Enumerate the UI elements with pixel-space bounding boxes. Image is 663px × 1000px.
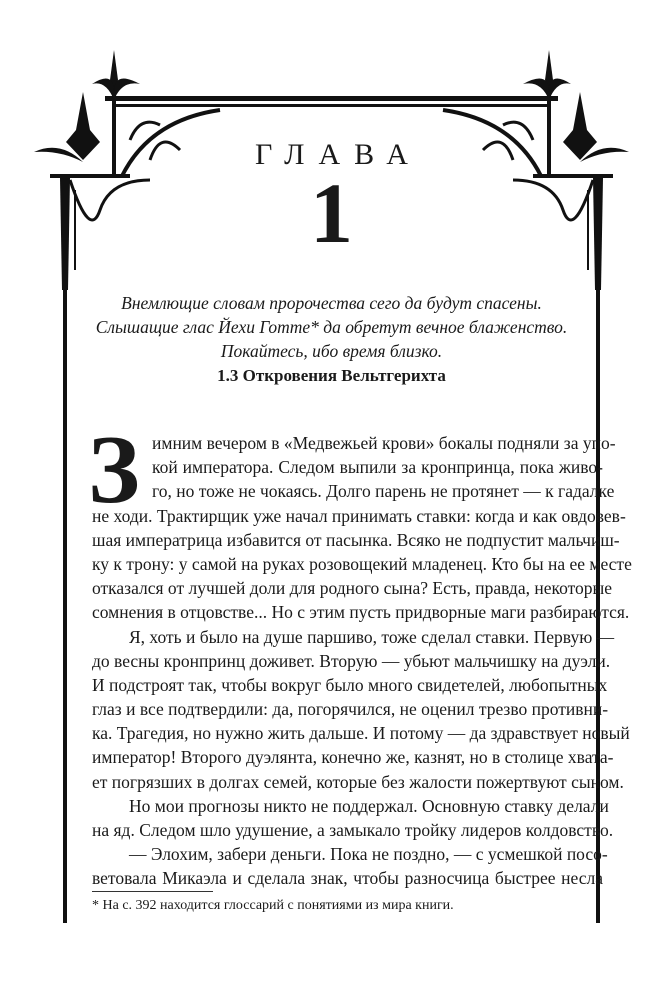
epigraph-line: Внемлющие словам пророчества сего да будут спасены. [121,293,542,313]
paragraph-4 [92,842,608,890]
body-text [88,416,632,891]
text-line: отказался от лучшей доли для родного сына? Есть, правда, некоторые [92,578,613,599]
epigraph-source: 1.3 Откровения Вельтгерихта [217,366,446,385]
text-line: император! Второго дуэлянта, конечно же, казнят, но в столице хвата- [92,747,614,768]
text-line: кой императора. Следом выпили за кронпринца, пока живо- [152,457,603,478]
epigraph [90,291,573,389]
drop-cap: З [88,416,140,524]
text-line: И подстроят так, чтобы вокруг было много свидетелей, любопытных [92,674,608,695]
paragraph-2 [92,625,630,794]
text-line: на яд. Следом шло удушение, а замыкало тройку лидеров колдовство. [92,820,614,840]
text-line: до весны кронпринц доживет. Вторую — убьют мальчишку на дуэли. [92,650,611,671]
text-line: ку к трону: у самой на руках розовощекий младенец. Кто бы на ее месте [92,553,632,574]
text-line: ветовала Микаэла и сделала знак, чтобы разносчица быстрее несла [92,868,603,889]
text-line: не ходи. Трактирщик уже начал принимать ставки: когда и как овдовев- [92,505,626,526]
paragraph-1 [88,416,632,625]
epigraph-line: Слышащие глас Йехи Готте* да обретут вечное блаженство. [95,317,568,337]
footnote-divider [92,891,213,892]
text-line: Но мои прогнозы никто не поддержал. Основную ставку делали [129,795,609,816]
text-line: ка. Трагедия, но нужно жить дальше. И потому — да здравствует новый [92,723,630,744]
chapter-label: ГЛАВА [255,138,422,171]
text-line: го, но тоже не чокаясь. Долго парень не протянет — к гадалке [152,481,615,502]
epigraph-line: Покайтесь, ибо время близко. [220,341,443,361]
text-line: глаз и все подтвердили: да, погорячился, не оценил трезво противни- [92,699,609,720]
text-line: имним вечером в «Медвежьей крови» бокалы подняли за упо- [152,433,616,453]
chapter-number: 1 [310,165,353,261]
text-line: шая императрица избавится от пасынка. Всяко не подпустит мальчиш- [92,529,620,550]
footnote: * На с. 392 находится глоссарий с понятиями из мира книги. [92,898,454,913]
text-line: ет погрязших в долгах семей, которые без жалости пожертвуют сыном. [92,771,624,792]
paragraph-3 [92,794,614,842]
text-line: сомнения в отцовстве... Но с этим пусть придворные маги разбираются. [92,602,630,623]
text-line: — Элохим, забери деньги. Пока не поздно, — с усмешкой посо- [129,844,608,865]
text-line: Я, хоть и было на душе паршиво, тоже сделал ставки. Первую — [129,626,615,647]
